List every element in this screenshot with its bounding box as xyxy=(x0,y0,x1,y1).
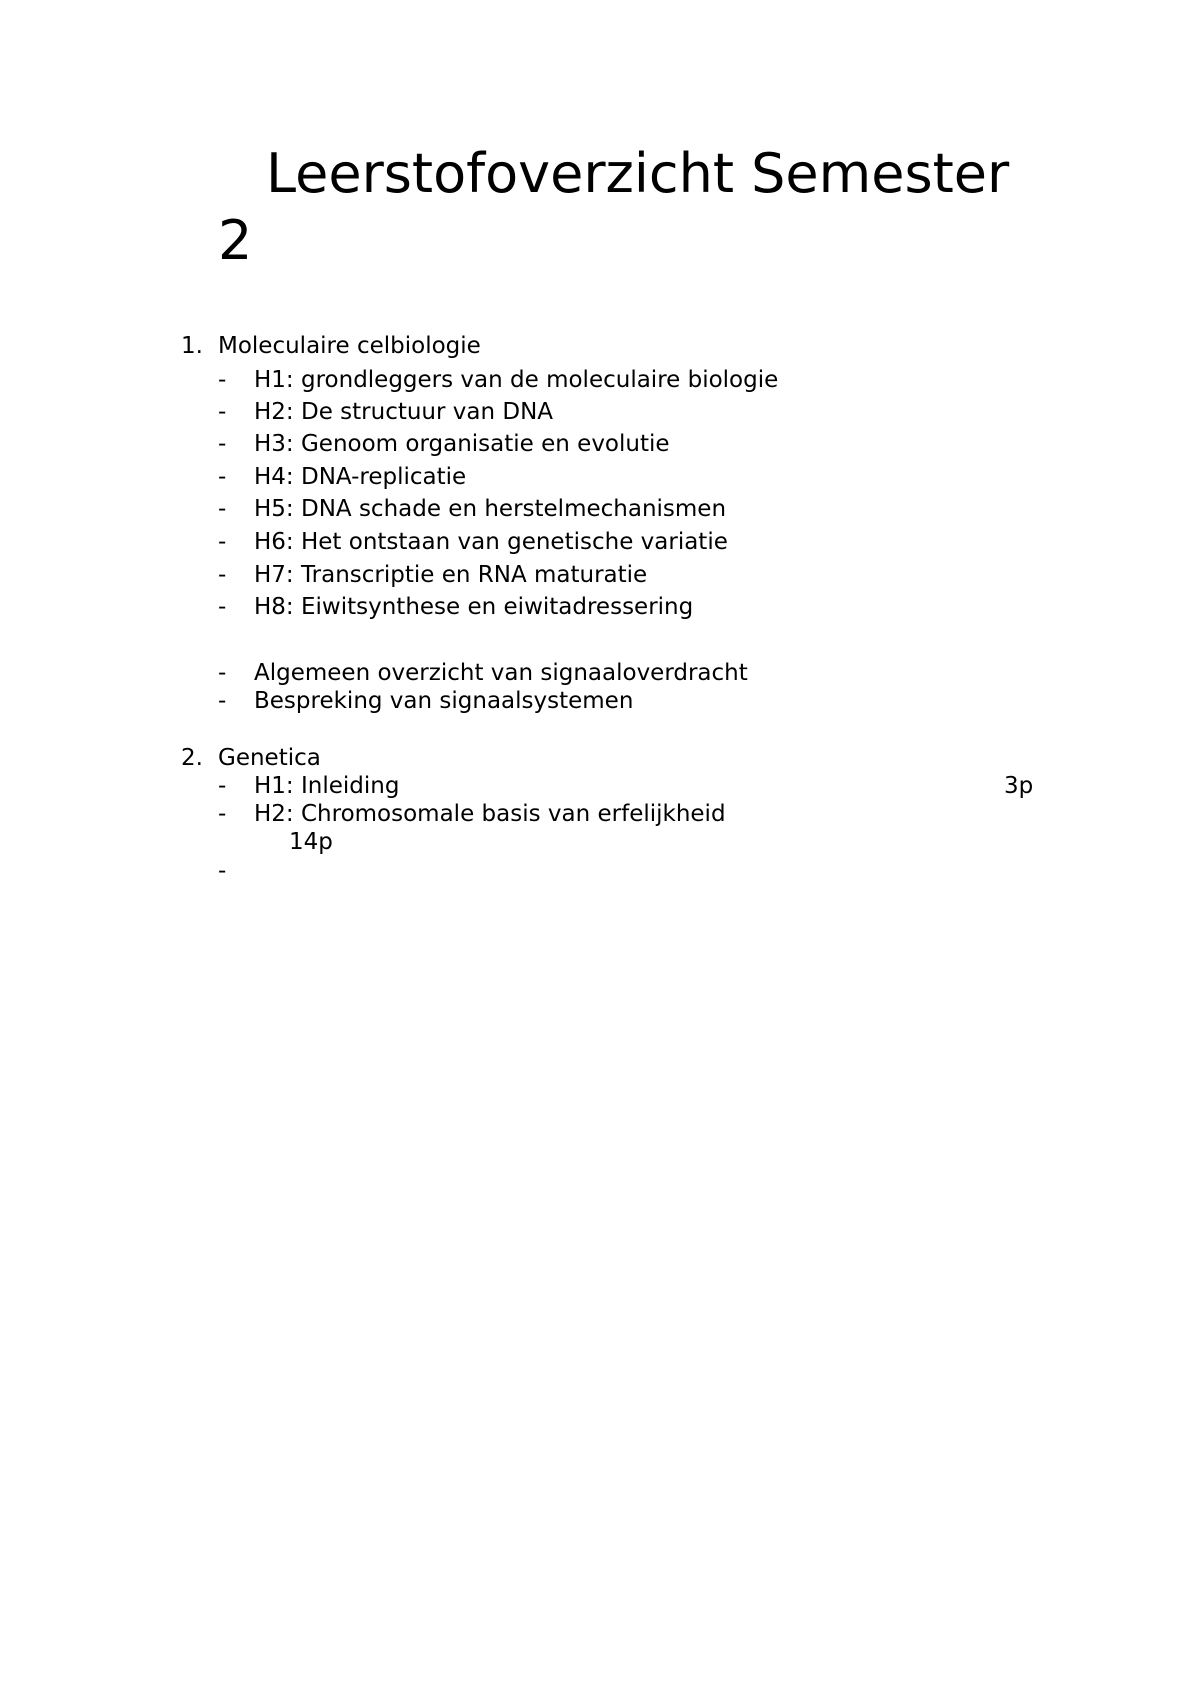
list-bullet: - xyxy=(218,594,227,620)
list-bullet: - xyxy=(218,367,227,393)
list-bullet: - xyxy=(218,529,227,555)
list-bullet: - xyxy=(218,431,227,457)
list-item: Bespreking van signaalsystemen xyxy=(254,688,634,714)
list-item: H3: Genoom organisatie en evolutie xyxy=(254,431,670,457)
list-item: H5: DNA schade en herstelmechanismen xyxy=(254,496,727,522)
list-bullet: - xyxy=(218,562,227,588)
list-item: H8: Eiwitsynthese en eiwitadressering xyxy=(254,594,694,620)
list-bullet: - xyxy=(218,688,227,714)
document-title: Leerstofoverzicht Semester 2 xyxy=(218,142,1010,272)
page-count: 14p xyxy=(289,829,333,855)
list-item: Algemeen overzicht van signaaloverdracht xyxy=(254,660,748,686)
list-bullet: - xyxy=(218,496,227,522)
section-heading: Moleculaire celbiologie xyxy=(218,333,481,359)
list-item: H4: DNA-replicatie xyxy=(254,464,467,490)
list-item: H2: De structuur van DNA xyxy=(254,399,554,425)
list-bullet: - xyxy=(218,858,227,884)
list-bullet: - xyxy=(218,773,227,799)
list-bullet: - xyxy=(218,464,227,490)
list-item: H1: Inleiding xyxy=(254,773,400,799)
list-bullet: - xyxy=(218,801,227,827)
list-bullet: - xyxy=(218,399,227,425)
list-item: H7: Transcriptie en RNA maturatie xyxy=(254,562,648,588)
section-number: 1. xyxy=(181,333,203,359)
list-item: H1: grondleggers van de moleculaire biologie xyxy=(254,367,779,393)
list-bullet: - xyxy=(218,660,227,686)
list-item: H2: Chromosomale basis van erfelijkheid xyxy=(254,801,726,827)
section-number: 2. xyxy=(181,745,203,771)
list-item: H6: Het ontstaan van genetische variatie xyxy=(254,529,728,555)
page-count: 3p xyxy=(1004,773,1034,799)
section-heading: Genetica xyxy=(218,745,321,771)
